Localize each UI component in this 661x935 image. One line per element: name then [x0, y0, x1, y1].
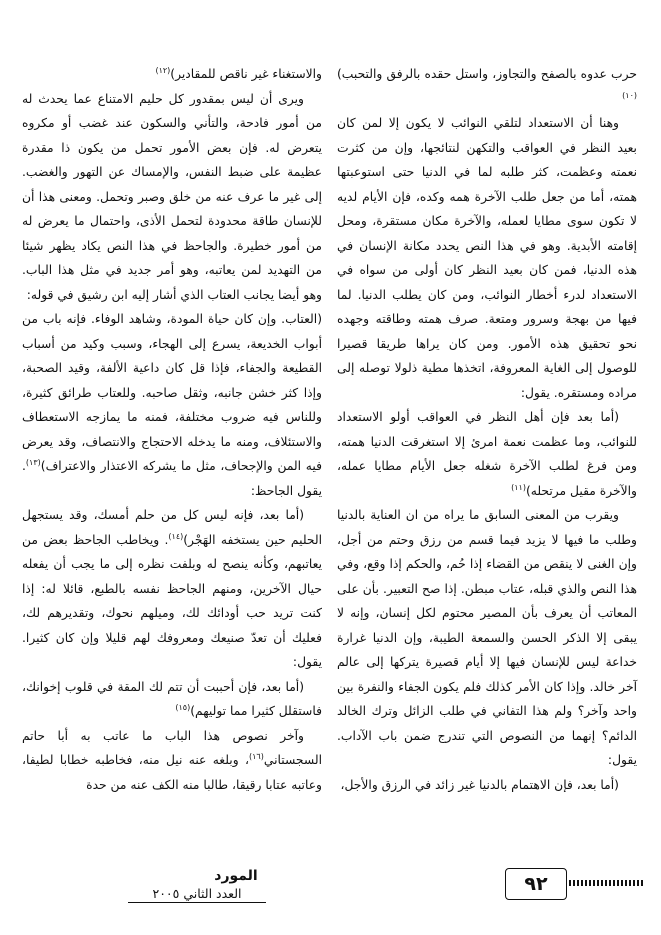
journal-name: المورد [214, 868, 258, 884]
issue-label: العدد الثاني ٢٠٠٥ [152, 886, 242, 901]
text-run: ، وبلغه عنه نيل منه، فخاطبه خطابا لطيفا، وعاتبه عتابا رقيقا، طالبا منه الكف عنه من حدة [22, 753, 322, 792]
text-run: (العتاب. وإن كان حياة المودة، وشاهد الوفاء. فإنه باب من أبواب الخديعة، يسرع إلى الهجاء، وسبب وكيد من أسباب القطيعة والجفاء، فإذا قل كان داعية الألفة، وقيد الصحبة، وإذا كثر خشن جانبه، وثقل صاحبه. وللعتاب طرائق كثيرة، وللناس فيه ضروب مختلفة، فمنه ما يمازجه الاستعطاف والاستئلاف، ومنه ما يدخله الاحتجاج والانتصاف، وقد يعرض فيه المن والإجحاف، مثل ما يشركه الاعتذار والاعتراف) [22, 312, 322, 473]
paragraph [22, 724, 322, 798]
text-run: وهنا أن الاستعداد لتلقي النوائب لا يكون إلا لمن كان بعيد النظر في العواقب والتكهن لنتائجها، وإن من كثرت نعمته وعظمت، كثر طلبه لما في الدنيا حتى استوعبتها همته، أما من جعل طلب الآخرة همه وكده، فإن الأيام لديه لا تكون سوى مطايا لعمله، والآخرة مكان مستقرة، ومحل إقامته الأبدية. وهو في هذا النص يحدد مكانة الإنسان في هذه الدنيا، فمن كان بعيد النظر كان أولى من سواه في الاستعداد لدرء أخطار النوائب، ومن كان يطلب الدنيا. لما فيها من بهجة وسرور ومتعة. صرف همته وطاقته وجهده نحو تحقيق هذه الأمور. ومن كان يراها طريقا قصيرا للوصول إلى الغاية المعروفة، اتخذها مطية ذلولا توصله إلى مراده ومستقره. يقول: [337, 116, 637, 400]
text-run: . ويخاطب الجاحظ بعض من يعاتبهم، وكأنه ينصح له وبلفت نظره إلى ما يجب أن يفعله حيال الآخرين، ومنهم الجاحظ نفسه بالطبع، قائلا له: إذا كنت تريد حب أودائك لك، وميلهم نحوك، وتقديرهم لك، فعليك أن تعدّ صنيعك ومعروفك لهم قليلا وإن كان كثيرا. يقول: [22, 532, 322, 669]
paragraph [337, 503, 637, 773]
quotation [337, 405, 637, 503]
text-run: حرب عدوه بالصفح والتجاوز، واستل حقده بالرفق والتحبب) [337, 67, 637, 81]
quotation [22, 675, 322, 724]
text-run: والاستغناء غير ناقص للمقادير) [170, 67, 322, 81]
quotation [22, 503, 322, 675]
footnote-ref: (١٠) [622, 90, 637, 100]
quotation [337, 773, 637, 798]
paragraph [337, 111, 637, 405]
footnote-ref: (١١) [511, 482, 526, 492]
left-column [22, 62, 322, 797]
paragraph [22, 87, 322, 308]
right-column [337, 62, 637, 797]
text-run: ويقرب من المعنى السابق ما يراه من ان العناية بالدنيا وطلب ما فيها لا يزيد فيما قسم من رزق وحتم من أجل، وإن الغنى لا ينقص من القضاء إذا حُم، والحكم إذا وقع، وفي هذا النص والذي قبله، عتاب مبطن. إذا صح التعبير. بأن على المعاتب أن يعرف بأن المصير محتوم لكل إنسان، وإنه لا يبقى إلا الذكر الحسن والسمعة الطيبة، وإن الدنيا غرارة خداعة ليس للإنسان فيها إلا أيام قصيرة يتركها إلى عالم آخر خالد. وإذا كان الأمر كذلك فلم يكون الجفاء والنفرة بين واحد وآخر؟ ولم هذا التفاني في طلب الزائل وترك الخالد الدائم؟ إنهما من النصوص التي تندرج ضمن باب الآداب. يقول: [337, 508, 637, 767]
footnote-ref: (١٤) [168, 531, 184, 541]
text-run: (أما بعد، فإن الاهتمام بالدنيا غير زائد في الرزق والأجل، [340, 777, 619, 792]
text-run: (أما بعد، فإنه ليس كل من حلم أمسك، وقد يستجهل الحليم حين يستخفه الهَجْر) [22, 508, 322, 547]
text-run: وآخر نصوص هذا الباب ما عاتب به أبا حاتم السجستاني [22, 728, 322, 767]
footnote-ref: (١٦) [248, 751, 264, 761]
footnote-ref: (١٣) [25, 457, 41, 467]
quotation-continuation [22, 62, 322, 87]
footnote-ref: (١٥) [175, 702, 191, 712]
text-run: (أما بعد، فإن أحببت أن تتم لك المقة في قلوب إخوانك، فاستقلل كثيرا مما توليهم) [22, 679, 322, 718]
folio-decoration [565, 880, 645, 886]
footer-rule [128, 902, 266, 903]
quotation [22, 307, 322, 503]
paragraph-continuation [337, 62, 637, 111]
text-run: (أما بعد فإن أهل النظر في العواقب أولو الاستعداد للنوائب، وما عظمت نعمة امرئ إلا استغرقت الدنيا همته، ومن فرغ لطلب الآخرة شغله جعل الأيام مطايا عمله، والآخرة مقيل مرتحله) [337, 410, 637, 498]
page-footer [0, 860, 661, 935]
page-number: ٩٢ [505, 868, 567, 900]
text-run: . يقول الجاحظ: [22, 459, 322, 498]
footnote-ref: (١٢) [155, 65, 171, 75]
text-run: ويرى أن ليس بمقدور كل حليم الامتناع عما يحدث له من أمور فادحة، والتأني والسكون عند غضب أو مكروه يتعرض له. فإن بعض الأمور تحمل من يكون ذا مقدرة عظيمة على ضبط النفس، والإمساك عن التهور والغضب. إلى غير ما عرف عنه من خلق وصبر وتحمل. ومعنى هذا أن للإنسان طاقة محدودة لتحمل الأذى، واحتمال ما يعرض له من أمور خطيرة. والجاحظ في هذا النص يكاد يظهر شيئا من التهديد لمن يعاتبه، وهو أمر جديد في مثل هذا الباب. وهو أيضا يجانب العتاب الذي أشار إليه ابن رشيق في قوله: [22, 91, 322, 302]
